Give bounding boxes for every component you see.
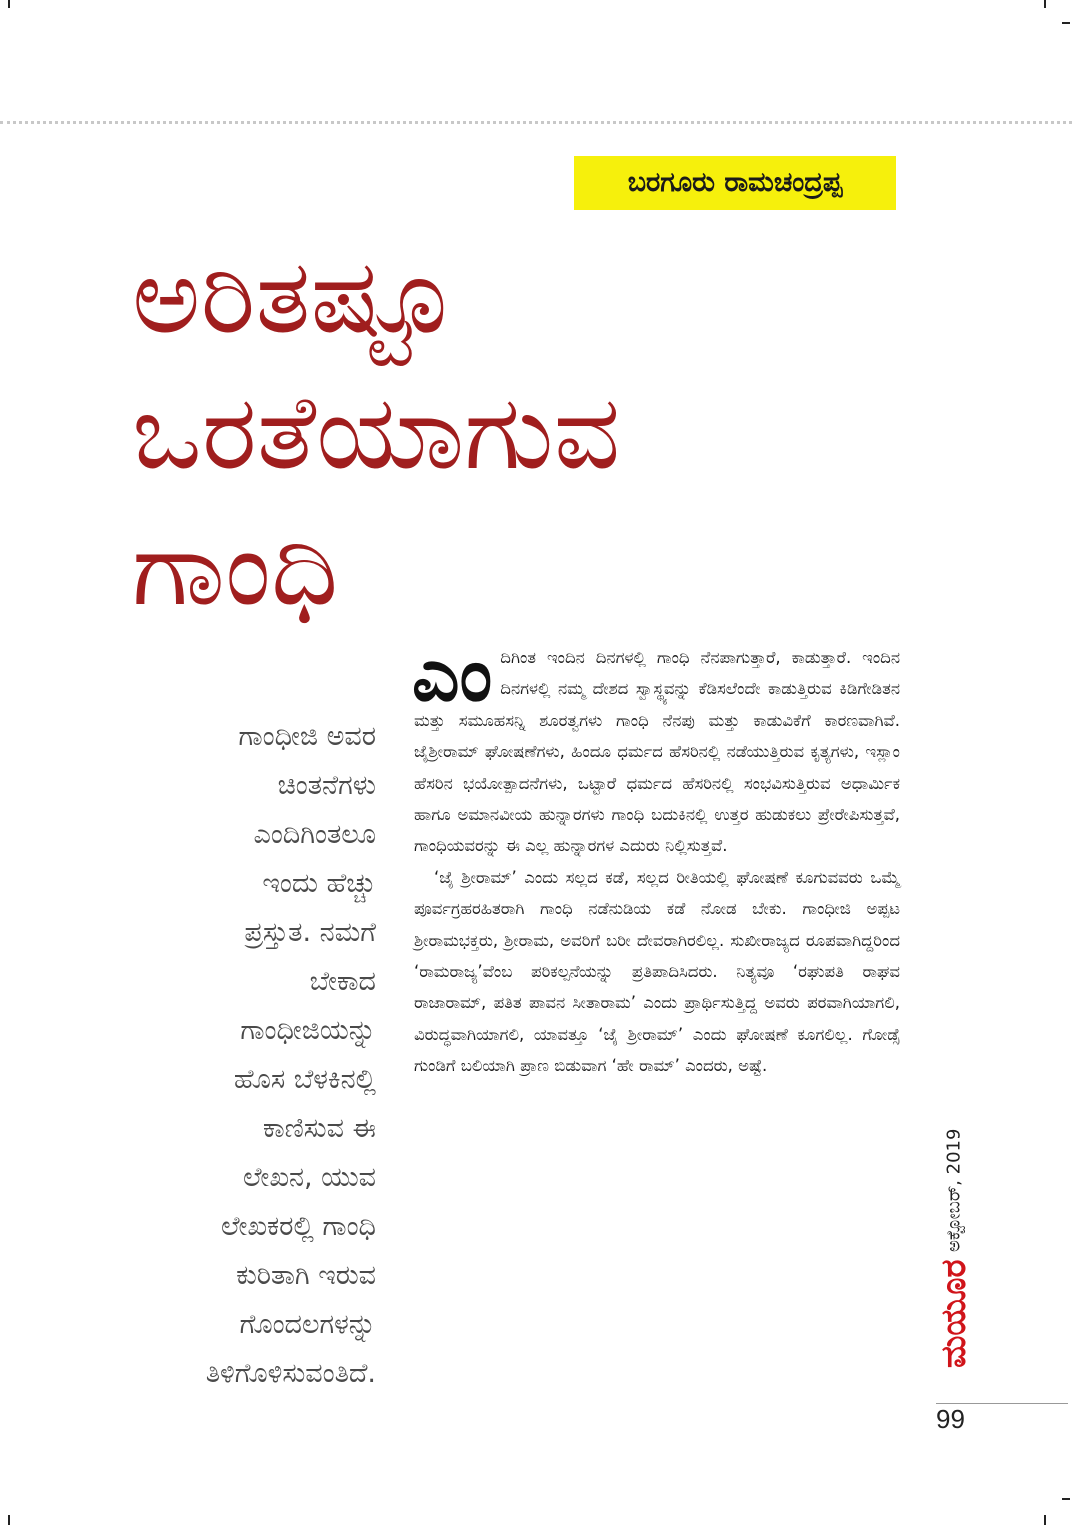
pull-quote-line: ಹೊಸ ಬೆಳಕಿನಲ್ಲಿ — [233, 1064, 376, 1095]
pull-quote-line: ಎಂದಿಗಿಂತಲೂ — [253, 819, 376, 850]
magazine-name: ಮಯೂರ — [934, 1259, 974, 1369]
pull-quote-line: ಕಾಣಿಸುವ ಈ — [262, 1113, 376, 1144]
article-paragraph-2 — [414, 862, 900, 1082]
pull-quote-line: ಪ್ರಸ್ತುತ. ನಮಗೆ — [244, 917, 376, 948]
headline-line-2: ಒರತೆಯಾಗುವ — [132, 371, 621, 493]
author-byline — [574, 156, 896, 210]
drop-cap: ಎಂ — [412, 632, 493, 718]
issue-date: ಅಕ್ಟೋಬರ್, 2019 — [943, 1128, 965, 1252]
pull-quote-line: ಕುರಿತಾಗಿ ಇರುವ — [236, 1260, 376, 1291]
pull-quote-line: ಗಾಂಧೀಜಿಯನ್ನು — [240, 1015, 376, 1046]
crop-mark-right-upper — [1062, 22, 1070, 24]
header-dotted-rule — [0, 121, 1072, 124]
pull-quote — [120, 712, 376, 1398]
pull-quote-line: ಲೇಖನ, ಯುವ — [242, 1162, 376, 1193]
article-body — [412, 632, 900, 1082]
author-name: ಬರಗೂರು ರಾಮಚಂದ್ರಪ್ಪ — [627, 167, 843, 198]
crop-mark-bottom-left — [8, 1515, 10, 1525]
headline-line-1: ಅರಿತಷ್ಟೂ — [132, 235, 456, 357]
crop-mark-top-left — [8, 0, 10, 8]
pull-quote-line: ಇಂದು ಹೆಚ್ಚು — [262, 868, 376, 899]
pull-quote-line: ಬೇಕಾದ — [309, 966, 376, 997]
pull-quote-line: ಚಿಂತನೆಗಳು — [277, 770, 376, 801]
page-number: 99 — [936, 1404, 965, 1434]
headline-line-3: ಗಾಂಧಿ — [132, 507, 339, 629]
crop-mark-bottom-right — [1044, 1515, 1046, 1525]
article-paragraph-1 — [412, 632, 900, 862]
paragraph-2-text: ‘ಜೈ ಶ್ರೀರಾಮ್’ ಎಂದು ಸಲ್ಲದ ಕಡೆ, ಸಲ್ಲದ ರೀತಿಯಲ್ಲಿ ಘೋಷಣೆ ಕೂಗುವವರು ಒಮ್ಮೆ ಪೂರ್ವಗ್ರಹರಹಿತರಾಗಿ ಗಾಂಧಿ ನಡೆನುಡಿಯ ಕಡೆ ನೋಡ ಬೇಕು. ಗಾಂಧೀಜಿ ಅಪ್ಪಟ ಶ್ರೀರಾಮಭಕ್ತರು, ಶ್ರೀರಾಮ, ಅವರಿಗೆ ಬರೀ ದೇವರಾಗಿರಲಿಲ್ಲ. ಸುಖೀರಾಜ್ಯದ ರೂಪವಾಗಿದ್ದರಿಂದ ‘ರಾಮರಾಜ್ಯ’ವೆಂಬ ಪರಿಕಲ್ಪನೆಯನ್ನು ಪ್ರತಿಪಾದಿಸಿದರು. ನಿತ್ಯವೂ ‘ರಘುಪತಿ ರಾಘವ ರಾಜಾರಾಮ್, ಪತಿತ ಪಾವನ ಸೀತಾರಾಮ’ ಎಂದು ಪ್ರಾರ್ಥಿಸುತ್ತಿದ್ದ ಅವರು ಪರವಾಗಿಯಾಗಲಿ, ವಿರುದ್ಧವಾಗಿಯಾಗಲಿ, ಯಾವತ್ತೂ ‘ಜೈ ಶ್ರೀರಾಮ್’ ಎಂದು ಘೋಷಣೆ ಕೂಗಲಿಲ್ಲ. ಗೋಡ್ಸೆ ಗುಂಡಿಗೆ ಬಲಿಯಾಗಿ ಪ್ರಾಣ ಬಿಡುವಾಗ ‘ಹೇ ರಾಮ್’ ಎಂದರು, ಅಷ್ಟೆ. — [414, 867, 900, 1076]
pull-quote-line: ತಿಳಿಗೊಳಿಸುವಂತಿದೆ. — [205, 1358, 376, 1389]
crop-mark-right-lower — [1062, 1498, 1070, 1500]
pull-quote-line: ಗಾಂಧೀಜಿ ಅವರ — [238, 721, 376, 752]
crop-mark-top-right — [1044, 0, 1046, 8]
paragraph-1-text: ದಿಗಿಂತ ಇಂದಿನ ದಿನಗಳಲ್ಲಿ ಗಾಂಧಿ ನೆನಪಾಗುತ್ತಾರೆ, ಕಾಡುತ್ತಾರೆ. ಇಂದಿನ ದಿನಗಳಲ್ಲಿ ನಮ್ಮ ದೇಶದ ಸ್ವಾಸ್ಥ್ಯವನ್ನು ಕೆಡಿಸಲೆಂದೇ ಕಾಡುತ್ತಿರುವ ಕಿಡಿಗೇಡಿತನ ಮತ್ತು ಸಮೂಹಸನ್ನಿ ಶೂರತ್ವಗಳು ಗಾಂಧಿ ನೆನಪು ಮತ್ತು ಕಾಡುವಿಕೆಗೆ ಕಾರಣವಾಗಿವೆ. ಜೈಶ್ರೀರಾಮ್ ಘೋಷಣೆಗಳು, ಹಿಂದೂ ಧರ್ಮದ ಹೆಸರಿನಲ್ಲಿ ನಡೆಯುತ್ತಿರುವ ಕೃತ್ಯಗಳು, ಇಸ್ಲಾಂ ಹೆಸರಿನ ಭಯೋತ್ಪಾದನೆಗಳು, ಒಟ್ಟಾರೆ ಧರ್ಮದ ಹೆಸರಿನಲ್ಲಿ ಸಂಭವಿಸುತ್ತಿರುವ ಅಧಾರ್ಮಿಕ ಹಾಗೂ ಅಮಾನವೀಯ ಹುನ್ನಾರಗಳು ಗಾಂಧಿ ಬದುಕಿನಲ್ಲಿ ಉತ್ತರ ಹುಡುಕಲು ಪ್ರೇರೇಪಿಸುತ್ತವೆ, ಗಾಂಧಿಯವರನ್ನು ಈ ಎಲ್ಲ ಹುನ್ನಾರಗಳ ಎದುರು ನಿಲ್ಲಿಸುತ್ತವೆ. — [414, 648, 900, 856]
pull-quote-line: ಗೊಂದಲಗಳನ್ನು — [239, 1309, 376, 1340]
pull-quote-line: ಲೇಖಕರಲ್ಲಿ ಗಾಂಧಿ — [221, 1211, 376, 1242]
article-headline — [132, 228, 872, 636]
